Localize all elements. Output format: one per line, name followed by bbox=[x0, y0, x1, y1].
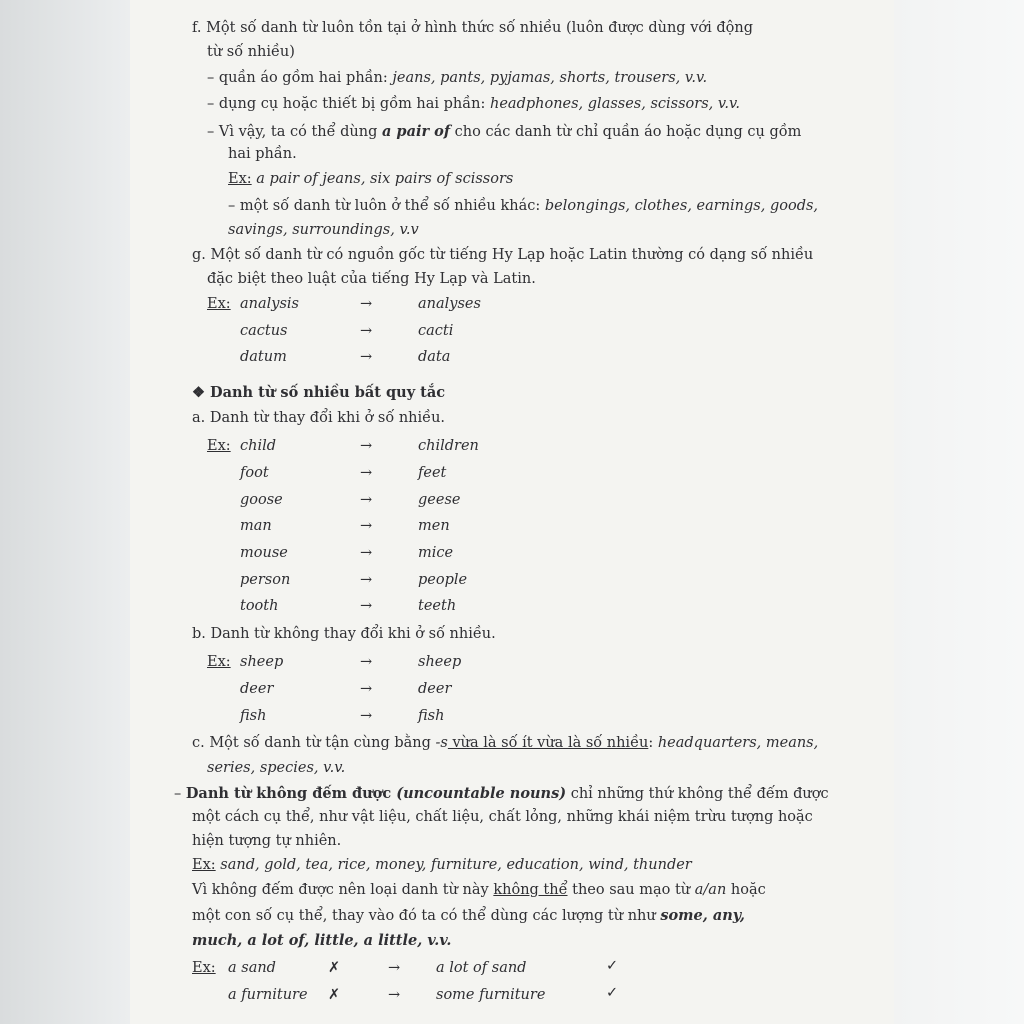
uncountable-ex2-label: Ex: bbox=[192, 960, 216, 976]
check-icon: ✓ bbox=[606, 985, 619, 1001]
arrow-icon: → bbox=[360, 654, 373, 670]
irregular-a-line: a. Danh từ thay đổi khi ở số nhiều. bbox=[192, 410, 446, 426]
arrow-icon: → bbox=[360, 518, 373, 534]
section-f-bullet1: – quần áo gồm hai phần: jeans, pants, pyjamas, shorts, trousers, v.v. bbox=[207, 70, 708, 86]
singular-word: person bbox=[240, 572, 291, 588]
plural-word: geese bbox=[418, 492, 461, 508]
arrow-icon: → bbox=[360, 572, 373, 588]
uncountable-example: Ex: sand, gold, tea, rice, money, furniture, education, wind, thunder bbox=[192, 857, 692, 873]
singular-word: datum bbox=[240, 349, 287, 365]
section-f-bullet4-line2: savings, surroundings, v.v bbox=[228, 222, 419, 238]
uncountable-line2: một cách cụ thể, như vật liệu, chất liệu, chất lỏng, những khái niệm trừu tượng hoặc bbox=[192, 809, 813, 825]
plural-word: analyses bbox=[418, 296, 481, 312]
wrong-phrase: a sand bbox=[228, 960, 276, 976]
arrow-icon: → bbox=[360, 465, 373, 481]
arrow-icon: → bbox=[360, 438, 373, 454]
plural-word: children bbox=[418, 438, 479, 454]
section-f-line1: f. Một số danh từ luôn tồn tại ở hình thức số nhiều (luôn được dùng với động bbox=[192, 20, 753, 36]
book-page bbox=[130, 0, 894, 1024]
singular-word: man bbox=[240, 518, 272, 534]
background-right bbox=[894, 0, 1024, 1024]
singular-word: deer bbox=[240, 681, 274, 697]
section-f-bullet3: – Vì vậy, ta có thể dùng a pair of cho các danh từ chỉ quần áo hoặc dụng cụ gồm bbox=[207, 123, 802, 140]
section-f-bullet3-line2: hai phần. bbox=[228, 146, 297, 162]
irregular-b-line: b. Danh từ không thay đổi khi ở số nhiều. bbox=[192, 626, 496, 642]
plural-word: people bbox=[418, 572, 468, 588]
plural-word: sheep bbox=[418, 654, 462, 670]
singular-word: foot bbox=[240, 465, 269, 481]
irregular-b-ex-label: Ex: bbox=[207, 654, 231, 670]
arrow-icon: → bbox=[360, 708, 373, 724]
background-left bbox=[0, 0, 130, 1024]
arrow-icon: → bbox=[388, 960, 401, 976]
section-f-example: Ex: a pair of jeans, six pairs of scissors bbox=[228, 171, 514, 187]
singular-word: sheep bbox=[240, 654, 284, 670]
singular-word: cactus bbox=[240, 323, 288, 339]
section-g-ex-label: Ex: bbox=[207, 296, 231, 312]
singular-word: child bbox=[240, 438, 277, 454]
singular-word: fish bbox=[240, 708, 267, 724]
arrow-icon: → bbox=[360, 349, 373, 365]
arrow-icon: → bbox=[360, 323, 373, 339]
section-g-line1: g. Một số danh từ có nguồn gốc từ tiếng Hy Lạp hoặc Latin thường có dạng số nhiều bbox=[192, 247, 814, 263]
singular-word: tooth bbox=[240, 598, 279, 614]
cross-icon: ✗ bbox=[328, 987, 341, 1003]
singular-word: analysis bbox=[240, 296, 299, 312]
wrong-phrase: a furniture bbox=[228, 987, 308, 1003]
section-g-line2: đặc biệt theo luật của tiếng Hy Lạp và Latin. bbox=[207, 271, 536, 287]
arrow-icon: → bbox=[360, 492, 373, 508]
check-icon: ✓ bbox=[606, 958, 619, 974]
plural-word: data bbox=[418, 349, 451, 365]
uncountable-paragraph-line1: Vì không đếm được nên loại danh từ này không thể theo sau mạo từ a/an hoặc bbox=[192, 882, 766, 898]
irregular-c-line2: series, species, v.v. bbox=[207, 760, 346, 776]
plural-word: teeth bbox=[418, 598, 457, 614]
arrow-icon: → bbox=[360, 296, 373, 312]
arrow-icon: → bbox=[360, 598, 373, 614]
arrow-icon: → bbox=[360, 545, 373, 561]
uncountable-paragraph-line3: much, a lot of, little, a little, v.v. bbox=[192, 932, 452, 949]
arrow-icon: → bbox=[360, 681, 373, 697]
section-f-bullet4: – một số danh từ luôn ở thể số nhiều khác: belongings, clothes, earnings, goods, bbox=[228, 198, 819, 214]
uncountable-line1: – Danh từ không đếm được (uncountable nouns) chỉ những thứ không thể đếm được bbox=[174, 785, 829, 802]
plural-word: deer bbox=[418, 681, 452, 697]
singular-word: goose bbox=[240, 492, 283, 508]
correct-phrase: a lot of sand bbox=[436, 960, 527, 976]
correct-phrase: some furniture bbox=[436, 987, 546, 1003]
cross-icon: ✗ bbox=[328, 960, 341, 976]
plural-word: fish bbox=[418, 708, 445, 724]
uncountable-paragraph-line2: một con số cụ thể, thay vào đó ta có thể dùng các lượng từ như some, any, bbox=[192, 907, 745, 924]
irregular-c-line: c. Một số danh từ tận cùng bằng -s vừa là số ít vừa là số nhiều: headquarters, means, bbox=[192, 735, 819, 751]
arrow-icon: → bbox=[388, 987, 401, 1003]
irregular-a-ex-label: Ex: bbox=[207, 438, 231, 454]
plural-word: feet bbox=[418, 465, 447, 481]
section-f-line2: từ số nhiều) bbox=[207, 44, 295, 60]
section-f-bullet2: – dụng cụ hoặc thiết bị gồm hai phần: headphones, glasses, scissors, v.v. bbox=[207, 96, 741, 112]
plural-word: mice bbox=[418, 545, 454, 561]
plural-word: men bbox=[418, 518, 450, 534]
singular-word: mouse bbox=[240, 545, 288, 561]
irregular-heading: ❖ Danh từ số nhiều bất quy tắc bbox=[192, 384, 446, 401]
uncountable-line3: hiện tượng tự nhiên. bbox=[192, 833, 342, 849]
plural-word: cacti bbox=[418, 323, 454, 339]
